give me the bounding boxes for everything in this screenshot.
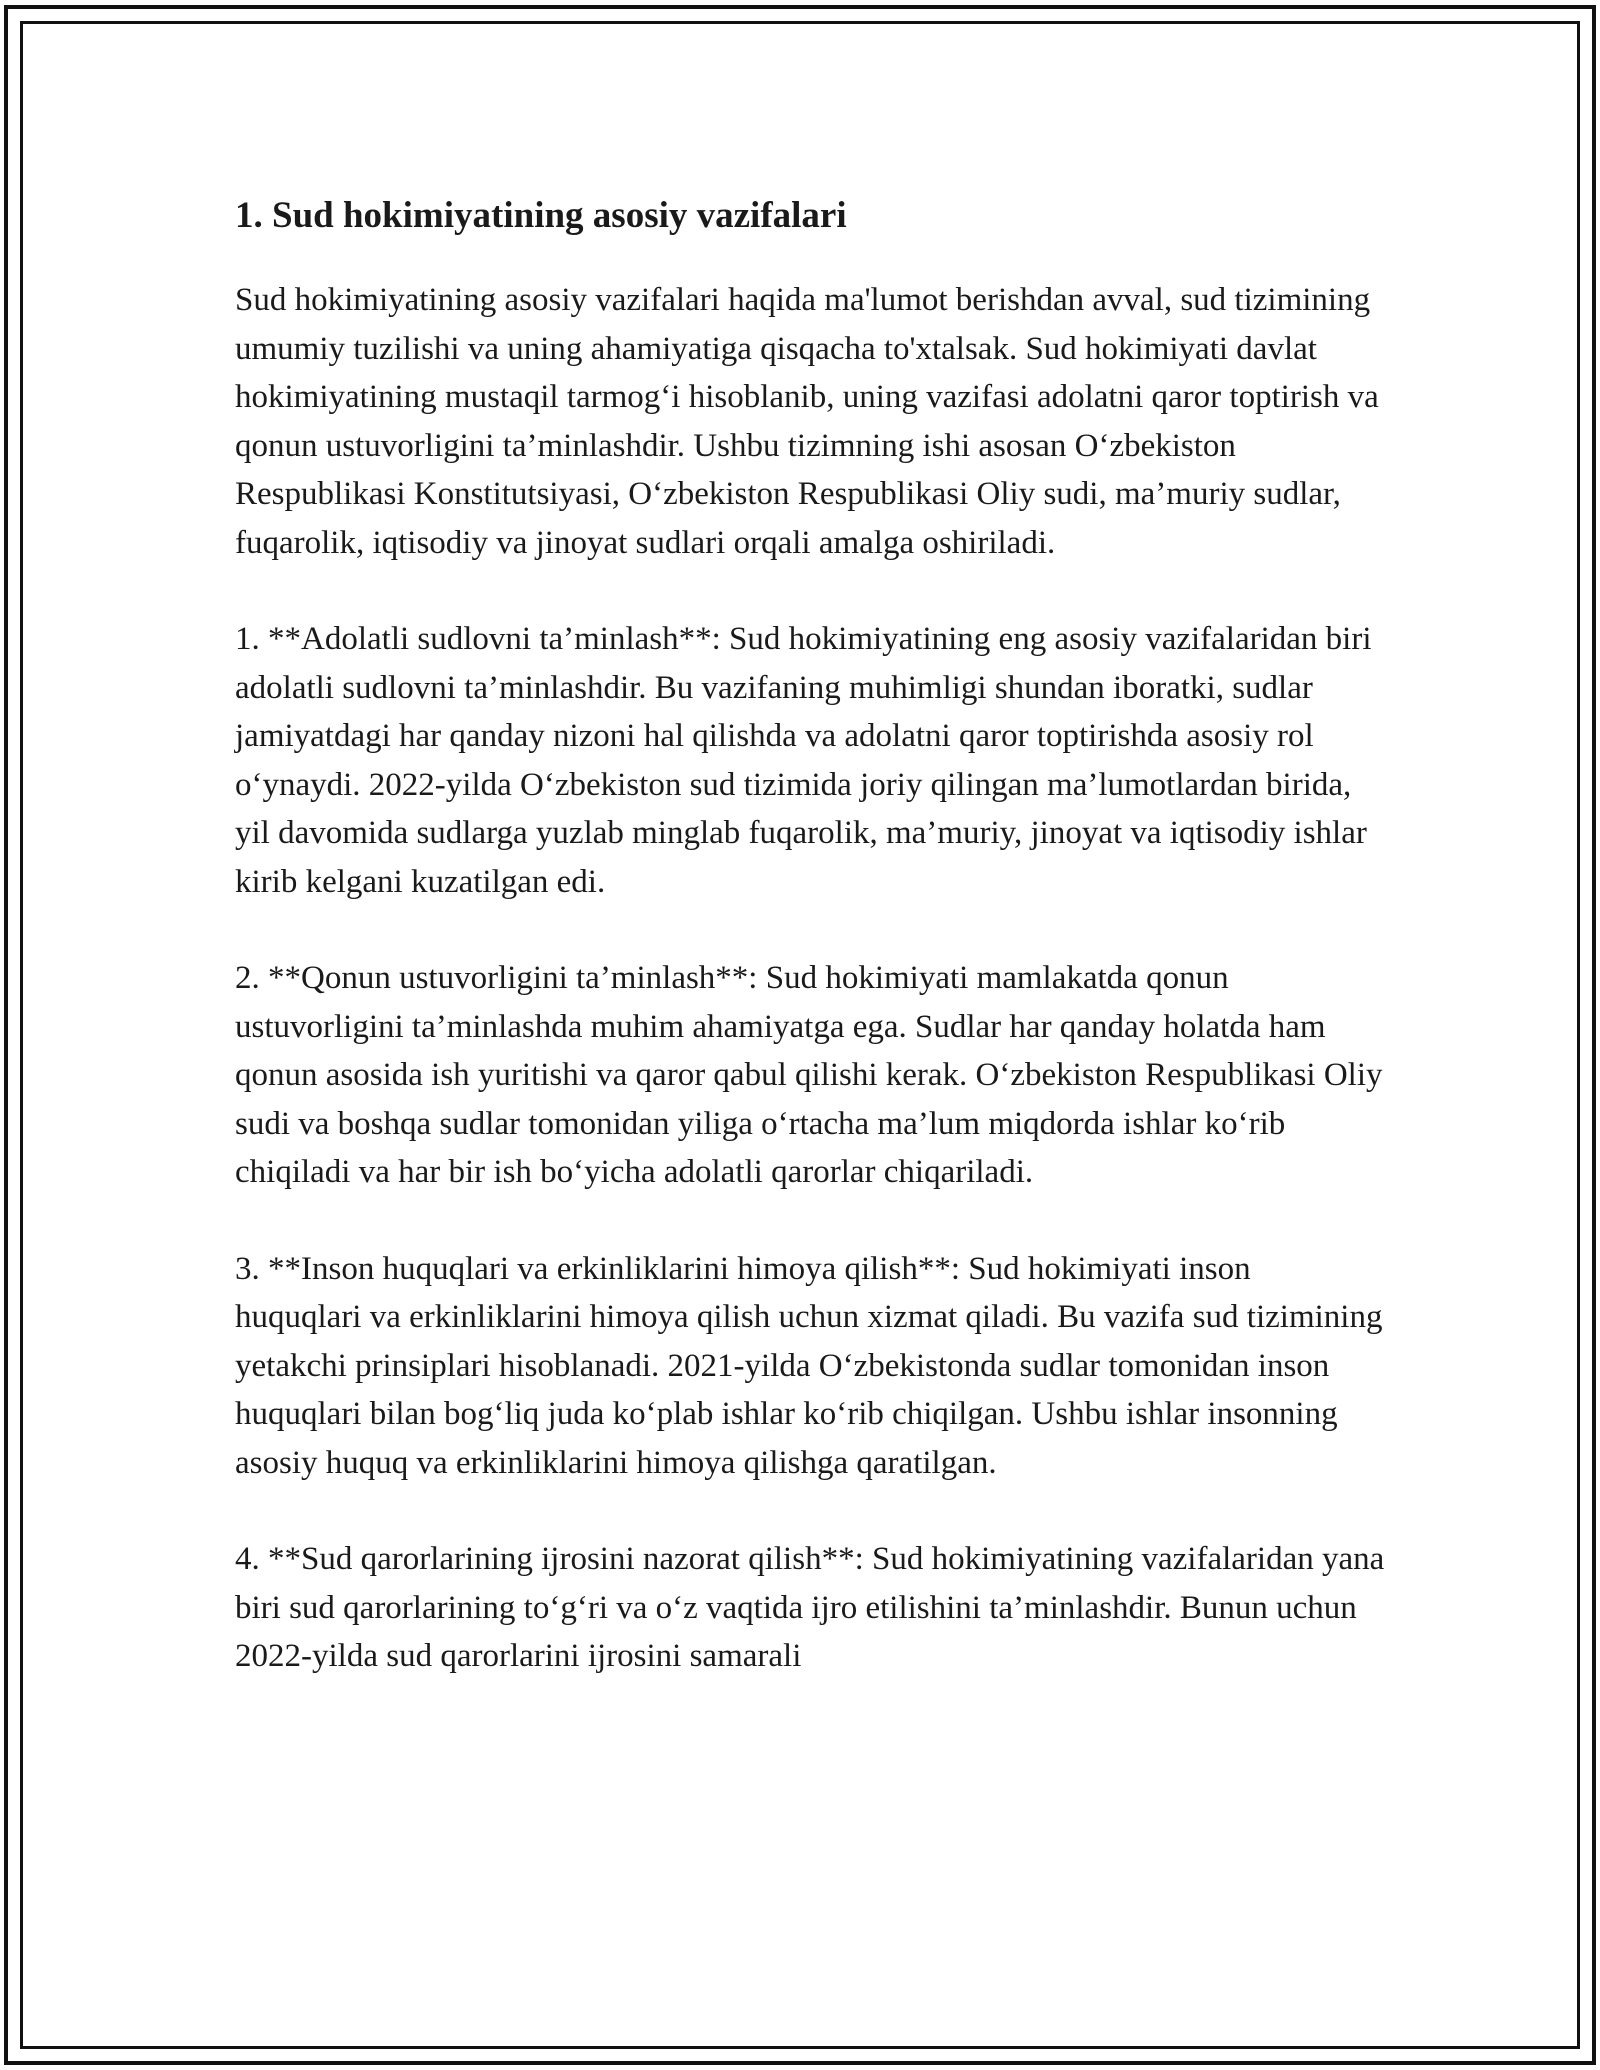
paragraph-item-3: 3. **Inson huquqlari va erkinliklarini himoya qilish**: Sud hokimiyati inson huquqlari va erkinliklarini himoya qilish uchun xizmat qiladi. Bu vazifa sud tizimining yetakchi prinsiplari hisoblanadi. 2021-yilda O‘zbekistonda sudlar tomonidan inson huquqlari bilan bog‘liq juda ko‘plab ishlar ko‘rib chiqilgan. Ushbu ishlar insonning asosiy huquq va erkinliklarini himoya qilishga qaratilgan. (235, 1250, 1383, 1481)
paragraph-item-1: 1. **Adolatli sudlovni ta’minlash**: Sud hokimiyatining eng asosiy vazifalaridan biri adolatli sudlovni ta’minlashdir. Bu vazifaning muhimligi shundan iboratki, sudlar jamiyatdagi har qanday nizoni hal qilishda va adolatni qaror toptirishda asosiy rol o‘ynaydi. 2022-yilda O‘zbekiston sud tizimida joriy qilingan ma’lumotlardan birida, yil davomida sudlarga yuzlab minglab fuqarolik, ma’muriy, jinoyat va iqtisodiy ishlar kirib kelgani kuzatilgan edi. (235, 621, 1372, 900)
paragraph-item-2: 2. **Qonun ustuvorligini ta’minlash**: Sud hokimiyati mamlakatda qonun ustuvorligini ta’minlashda muhim ahamiyatga ega. Sudlar har qanday holatda ham qonun asosida ish yuritishi va qaror qabul qilishi kerak. O‘zbekiston Respublikasi Oliy sudi va boshqa sudlar tomonidan yiliga o‘rtacha ma’lum miqdorda ishlar ko‘rib chiqiladi va har bir ish bo‘yicha adolatli qarorlar chiqariladi. (235, 960, 1383, 1190)
paragraph-item-4: 4. **Sud qarorlarining ijrosini nazorat qilish**: Sud hokimiyatining vazifalaridan yana biri sud qarorlarining to‘g‘ri va o‘z vaqtida ijro etilishini ta’minlashdir. Bunun uchun 2022-yilda sud qarorlarini ijrosini samarali (235, 1541, 1385, 1674)
paragraph-intro: Sud hokimiyatining asosiy vazifalari haqida ma'lumot berishdan avval, sud tizimining umumiy tuzilishi va uning ahamiyatiga qisqacha to'xtalsak. Sud hokimiyati davlat hokimiyatining mustaqil tarmog‘i hisoblanib, uning vazifasi adolatni qaror toptirish va qonun ustuvorligini ta’minlashdir. Ushbu tizimning ishi asosan O‘zbekiston Respublikasi Konstitutsiyasi, O‘zbekiston Respublikasi Oliy sudi, ma’muriy sudlar, fuqarolik, iqtisodiy va jinoyat sudlari orqali amalga oshiriladi. (235, 282, 1379, 561)
document-body (235, 190, 1385, 1729)
section-heading: 1. Sud hokimiyatining asosiy vazifalari (235, 195, 847, 236)
